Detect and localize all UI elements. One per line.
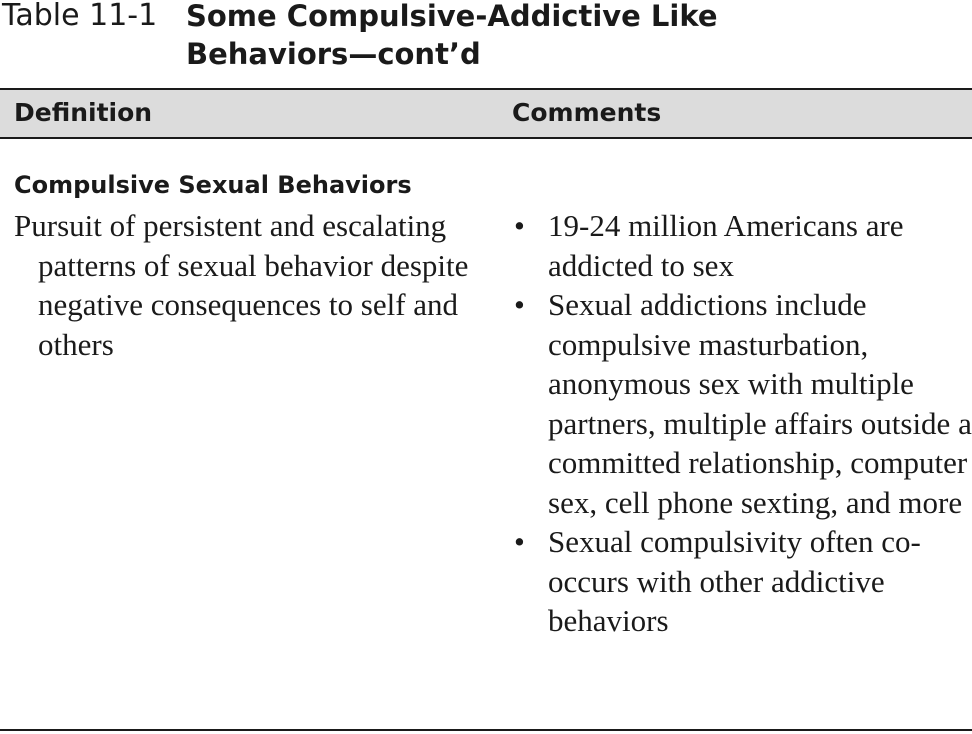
bullet-icon: •	[514, 208, 525, 243]
bullet-icon: •	[514, 524, 525, 559]
table-caption	[0, 0, 972, 84]
comment-item	[512, 522, 972, 641]
bullet-icon: •	[514, 287, 525, 322]
comments-list	[512, 206, 972, 641]
column-header-definition: Definition	[14, 98, 153, 127]
definition-cell: Pursuit of persistent and escalating patterns of sexual behavior despite negative consequences to self and others	[14, 208, 469, 362]
comment-item	[512, 285, 972, 522]
comment-item	[512, 206, 972, 285]
comment-text: Sexual addictions include compulsive masturbation, anonymous sex with multiple partners, multiple affairs outside a committed relationship, computer sex, cell phone sexting, and more	[548, 287, 972, 520]
column-header-comments: Comments	[512, 98, 662, 127]
table-title: Some Compulsive-Addictive Like Behaviors—cont’d	[186, 0, 718, 71]
comment-text: 19-24 million Americans are addicted to sex	[548, 208, 904, 283]
table-bottom-rule	[0, 729, 972, 731]
table-number-label: Table 11-1	[2, 0, 158, 33]
section-heading: Compulsive Sexual Behaviors	[14, 171, 412, 199]
comment-text: Sexual compulsivity often co-occurs with other addictive behaviors	[548, 524, 921, 638]
table-header-row	[0, 88, 972, 139]
